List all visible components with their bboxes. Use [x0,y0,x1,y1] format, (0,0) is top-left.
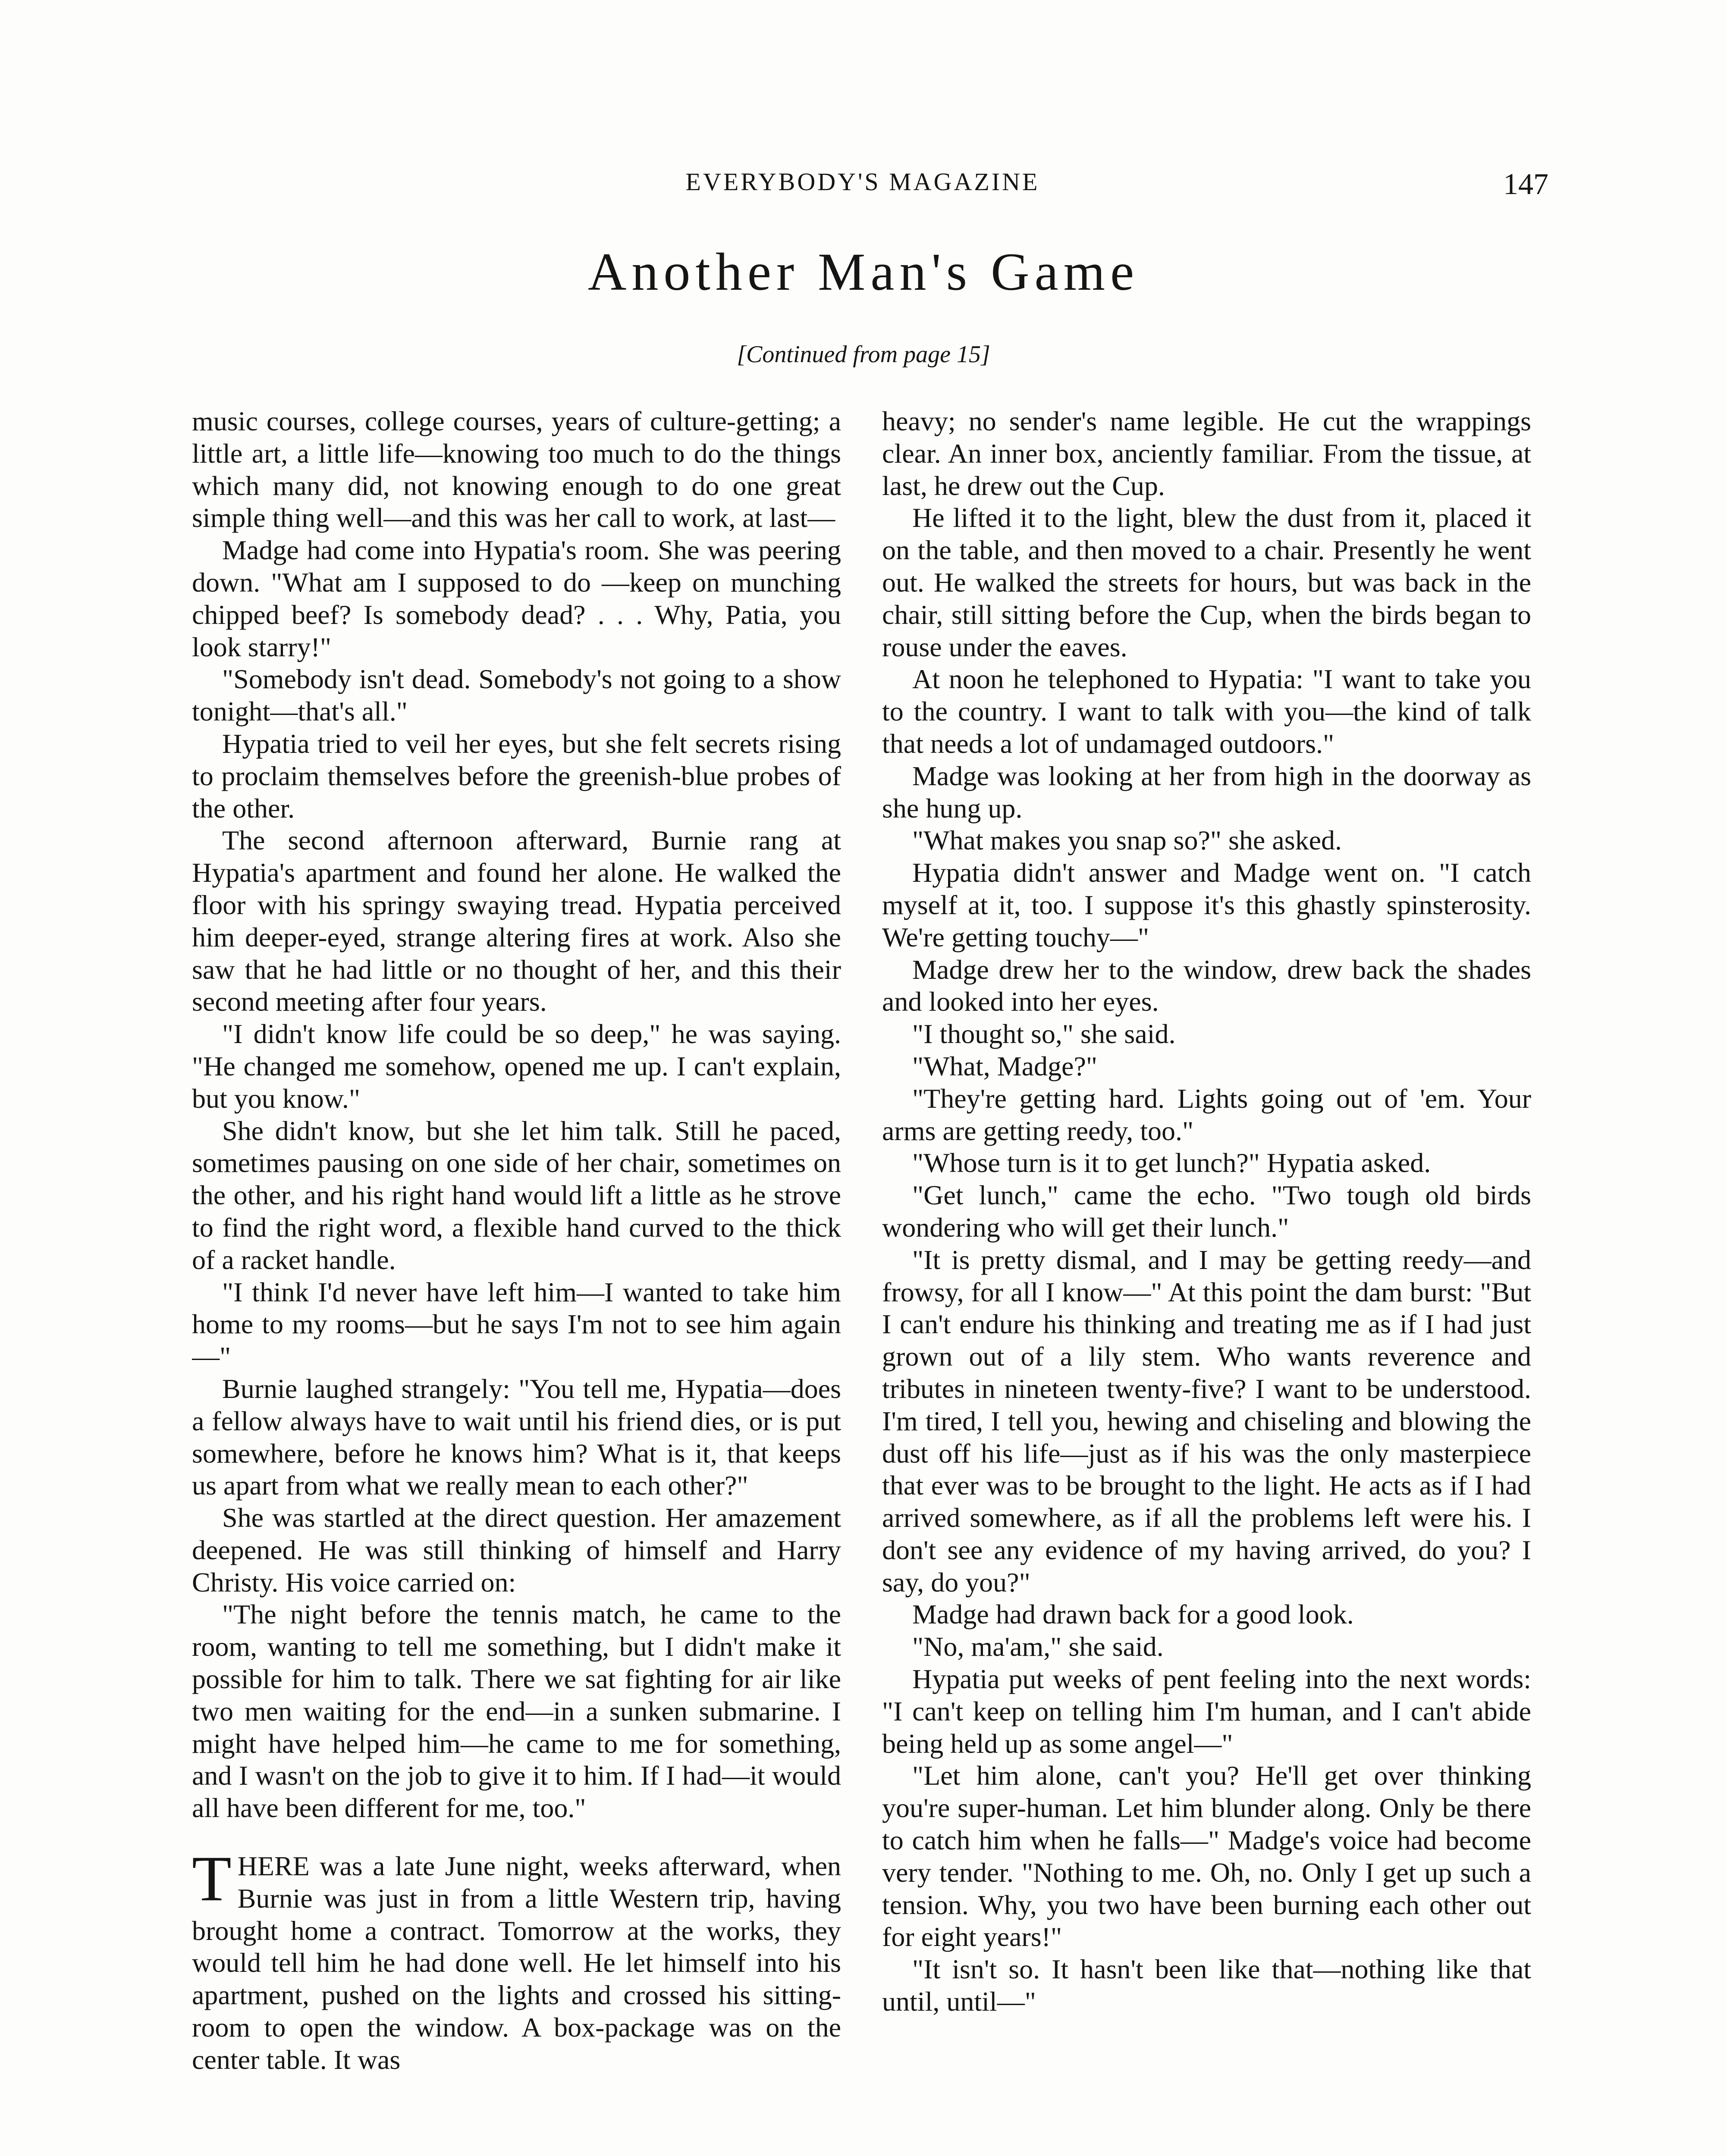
paragraph: Madge drew her to the window, drew back the shades and looked into her eyes. [882,954,1531,1017]
paragraph: "I thought so," she said. [912,1018,1176,1050]
magazine-name: EVERYBODY'S MAGAZINE [685,168,1040,196]
paragraph: She was startled at the direct question. Her amazement deepened. He was still thinking of himself and Harry Christy. His voice carried on: [192,1502,841,1598]
paragraph: "No, ma'am," she said. [912,1631,1164,1662]
paragraph: heavy; no sender's name legible. He cut the wrappings clear. An inner box, anciently familiar. From the tissue, at last, he drew out the Cup. [882,406,1531,501]
paragraph: At noon he telephoned to Hypatia: "I want to take you to the country. I want to talk with you—the kind of talk that needs a lot of undamaged outdoors." [882,664,1531,759]
running-header [0,167,1727,219]
paragraph: He lifted it to the light, blew the dust from it, placed it on the table, and then moved to a chair. Presently he went out. He walked the streets for hours, but was back in the chair, still sitting before the Cup, when the birds began to rouse under the eaves. [882,502,1531,662]
paragraph: Madge had come into Hypatia's room. She was peering down. "What am I supposed to do —keep on munching chipped beef? Is somebody dead? . . . Why, Patia, you look starry!" [192,535,841,662]
paragraph: "I think I'd never have left him—I wanted to take him home to my rooms—but he says I'm not to see him again—" [192,1276,841,1372]
paragraph: "Get lunch," came the echo. "Two tough old birds wondering who will get their lunch." [882,1180,1531,1243]
paragraph: "It isn't so. It hasn't been like that—nothing like that until, until—" [882,1954,1531,2017]
paragraph: "Whose turn is it to get lunch?" Hypatia asked. [912,1147,1431,1178]
story-title: Another Man's Game [587,242,1140,301]
paragraph: Madge had drawn back for a good look. [912,1599,1354,1630]
left-column [192,405,841,2156]
drop-cap: T [192,1843,232,1915]
paragraph: "They're getting hard. Lights going out of 'em. Your arms are getting reedy, too." [882,1083,1531,1146]
paragraph: Hypatia didn't answer and Madge went on. "I catch myself at it, too. I suppose it's this ghastly spinsterosity. We're getting touchy—" [882,857,1531,953]
section-break-text: HERE was a late June night, weeks afterward, when Burnie was just in from a little Western trip, having brought home a contract. Tomorrow at the works, they would tell him he had done well. He let himself into his apartment, pushed on the lights and crossed his sitting-room to open the window. A box-package was on the center table. It was [192,1851,841,2075]
page-number: 147 [1503,168,1548,201]
paragraph: "What makes you snap so?" she asked. [912,825,1342,856]
paragraph: Madge was looking at her from high in the doorway as she hung up. [882,760,1531,824]
continued-note: [Continued from page 15] [737,341,990,368]
paragraph: "Let him alone, can't you? He'll get over thinking you're super-human. Let him blunder along. Only be there to catch him when he falls—" Madge's voice had become very tender. "Nothing to me. Oh, no. Only I get up such a tension. Why, you two have been burning each other out for eight years!" [882,1760,1531,1952]
paragraph: Hypatia put weeks of pent feeling into the next words: "I can't keep on telling him I'm human, and I can't abide being held up as some angel—" [882,1664,1531,1759]
paragraph: The second afternoon afterward, Burnie rang at Hypatia's apartment and found her alone. He walked the floor with his springy swaying tread. Hypatia perceived him deeper-eyed, strange altering fires at work. Also she saw that he had little or no thought of her, and this their second meeting after four years. [192,825,841,1017]
paragraph: Burnie laughed strangely: "You tell me, Hypatia—does a fellow always have to wait until his friend dies, or is put somewhere, before he knows him? What is it, that keeps us apart from what we really mean to each other?" [192,1373,841,1501]
paragraph: "What, Madge?" [912,1050,1097,1081]
section-break-paragraph [192,1843,841,2076]
paragraph: "It is pretty dismal, and I may be getting reedy—and frowsy, for all I know—" At this point the dam burst: "But I can't endure his thinking and treating me as if I had just grown out of a lily stem. Who wants reverence and tributes in nineteen twenty-five? I want to be understood. I'm tired, I tell you, hewing and chiseling and blowing the dust off his life—just as if his was the only masterpiece that ever was to be brought to the light. He acts as if I had arrived somewhere, as if all the problems left were his. I don't see any evidence of my having arrived, do you? I say, do you?" [882,1244,1531,1598]
paragraph: "The night before the tennis match, he came to the room, wanting to tell me something, but I didn't make it possible for him to talk. There we sat fighting for air like two men waiting for the end—in a sunken submarine. I might have helped him—he came to me for something, and I wasn't on the job to give it to him. If I had—it would all have been different for me, too." [192,1599,841,1824]
paragraph: "Somebody isn't dead. Somebody's not going to a show tonight—that's all." [192,664,841,727]
paragraph: Hypatia tried to veil her eyes, but she felt secrets rising to proclaim themselves before the greenish-blue probes of the other. [192,728,841,824]
paragraph: music courses, college courses, years of culture-getting; a little art, a little life—knowing too much to do the things which many did, not knowing enough to do one great simple thing well—and this was her call to work, at last— [192,406,841,533]
right-column [882,405,1531,2156]
paragraph: "I didn't know life could be so deep," he was saying. "He changed me somehow, opened me up. I can't explain, but you know." [192,1018,841,1114]
paragraph: She didn't know, but she let him talk. Still he paced, sometimes pausing on one side of her chair, sometimes on the other, and his right hand would lift a little as he strove to find the right word, a flexible hand curved to the thick of a racket handle. [192,1115,841,1275]
